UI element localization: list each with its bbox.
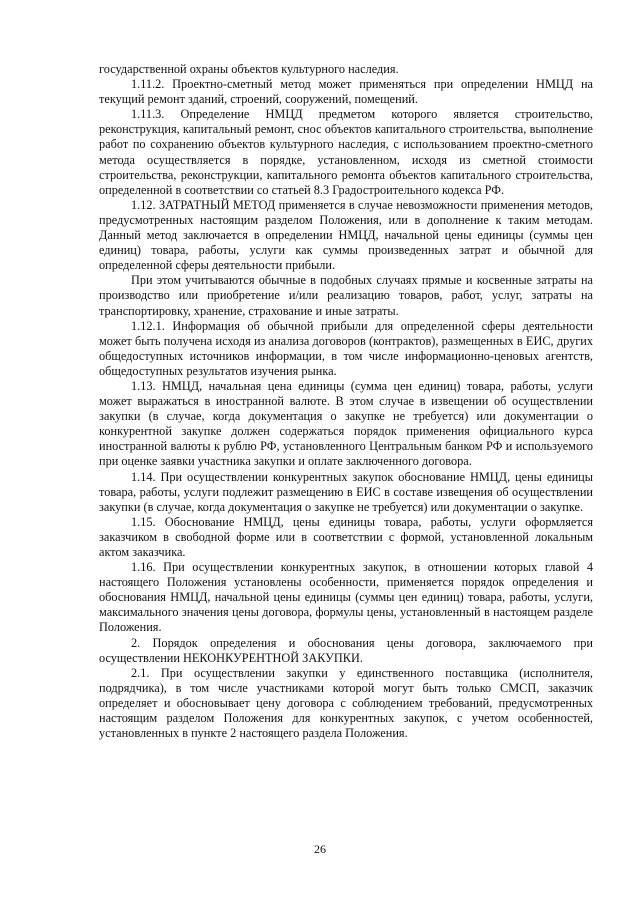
paragraph-1-14: 1.14. При осуществлении конкурентных закупок обоснование НМЦД, цены единицы товара, работы, услуги подлежит размещению в ЕИС в составе извещения об осуществлении закупки (в случае, когда документация о закупке не требуется) или документации о закупке.	[99, 469, 593, 514]
paragraph-continuation: государственной охраны объектов культурного наследия.	[99, 62, 399, 76]
page-number: 26	[314, 842, 326, 856]
paragraph-1-11-3: 1.11.3. Определение НМЦД предметом которого является строительство, реконструкция, капитальный ремонт, снос объектов капитального строительства, выполнение работ по сохранению объектов культурного наследия, с использованием проектно-сметного метода осуществляется в порядке, установленном, исходя из сметной стоимости строительства, реконструкции, капитального ремонта объектов капитального строительства, определенной в соответствии со статьей 8.3 Градостроительного кодекса РФ.	[99, 107, 593, 197]
paragraph-1-16: 1.16. При осуществлении конкурентных закупок, в отношении которых главой 4 настоящего Положения установлены особенности, применяется порядок определения и обоснования НМЦД, начальной цены единицы (суммы цен единиц) товара, работы, услуги, максимального значения цены договора, формулы цены, установленный в настоящем разделе Положения.	[99, 560, 593, 635]
paragraph-1-15: 1.15. Обоснование НМЦД, цены единицы товара, работы, услуги оформляется заказчиком в свободной форме или в соответствии с формой, установленной локальным актом заказчика.	[99, 514, 593, 559]
paragraph-1-13: 1.13. НМЦД, начальная цена единицы (сумма цен единиц) товара, работы, услуги может выражаться в иностранной валюте. В этом случае в извещении об осуществлении закупки (в случае, когда документация о закупке не требуется) или документации о конкурентной закупке должен содержаться порядок применения официального курса иностранной валюты к рублю РФ, установленного Центральным банком РФ и используемого при оценке заявки участника закупки и оплате заключенного договора.	[99, 378, 593, 469]
paragraph-1-12: 1.12. ЗАТРАТНЫЙ МЕТОД применяется в случае невозможности применения методов, предусмотренных настоящим разделом Положения, или в дополнение к таким методам. Данный метод заключается в определении НМЦД, начальной цены единицы (суммы цен единиц) товара, работы, услуги как суммы произведенных затрат и обычной для определенной сферы деятельности прибыли.	[99, 197, 593, 273]
paragraph-1-11-2: 1.11.2. Проектно-сметный метод может применяться при определении НМЦД на текущий ремонт зданий, строений, сооружений, помещений.	[99, 77, 593, 107]
section-heading-2: 2. Порядок определения и обоснования цены договора, заключаемого при осуществлении НЕКОНКУРЕНТНОЙ ЗАКУПКИ.	[99, 635, 593, 665]
paragraph-2-1: 2.1. При осуществлении закупки у единственного поставщика (исполнителя, подрядчика), в том числе участниками которой могут быть только СМСП, заказчик определяет и обосновывает цену договора с соблюдением требований, предусмотренных настоящим разделом Положения для конкурентных закупок, с учетом особенностей, установленных в пункте 2 настоящего раздела Положения.	[99, 665, 593, 741]
paragraph-1-12-1: 1.12.1. Информация об обычной прибыли для определенной сферы деятельности может быть получена исходя из анализа договоров (контрактов), размещенных в ЕИС, других общедоступных источников информации, в том числе информационно-ценовых агентств, общедоступных результатов изучения рынка.	[99, 318, 593, 378]
document-page	[99, 62, 593, 741]
paragraph-1-12-costs: При этом учитываются обычные в подобных случаях прямые и косвенные затраты на производство или приобретение и/или реализацию товаров, работ, услуг, затраты на транспортировку, хранение, страхование и иные затраты.	[99, 273, 593, 318]
